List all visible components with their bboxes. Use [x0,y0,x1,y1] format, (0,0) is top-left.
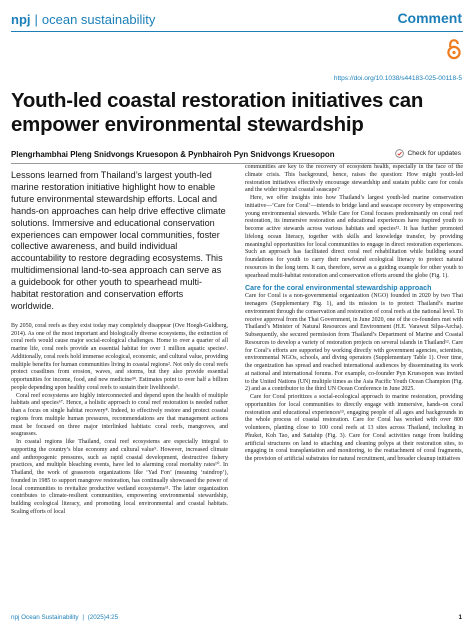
journal-name [11,12,155,27]
footer-citation [11,614,118,621]
article-type: Comment [397,10,462,26]
journal-separator: | [34,12,38,27]
left-column [11,170,228,517]
journal-npj: npj [11,12,31,27]
check-updates-icon [395,149,404,158]
right-column [245,164,463,464]
body-paragraph: In coastal regions like Thailand, coral reef ecosystems are especially integral to supporting the country’s blue economy and cultural value⁹. However, increased climate and anthropogenic pressures, such as rapid coastal development, destructive fishery practices, and multiple bleaching events, have led to alarming coral mortality rates¹⁰. In Thailand, the work of grassroots organizations like ‘Yad Fon’ (meaning ‘raindrop’), founded in 1985 to support mangrove restoration, has continually showcased the power of local communities to revitalize productive wetland ecosystems¹¹. The latter organization contributes to climate-resilient communities, empowering environmental stewardship, building ecological literacy, and promoting local environmental and coastal habitats. Scaling efforts of local [11,439,228,515]
author-list[interactable]: Plengrhambhai Pleng Snidvongs Kruesopon & Pynbhairoh Pyn Snidvongs Kruesopon [11,150,335,159]
doi-link[interactable]: https://doi.org/10.1038/s44183-025-00118-5 [333,75,462,82]
header-divider [11,31,463,32]
body-paragraph: By 2050, coral reefs as they exist today may completely disappear (Ove Hoegh-Guldberg, 2014). As one of the most important and biologically diverse ecosystems, the extinction of coral reefs would cause major social-ecological challenges. Home to over a quarter of all marine life, coral reefs provide an essential habitat for over 1 million aquatic species¹. Additionally, coral reefs hold immense ecological, economic, and cultural value, providing multiple benefits for human communities living in coastal regions². Not only do coral reefs protect coastlines from erosion, waves, and storms, but they also provide essential opportunities for income, food, and new medicine³⁴. Estimates point to over half a billion people depending upon healthy coral reefs to sustain their livelihoods⁵. [11,322,228,391]
abstract: Lessons learned from Thailand’s largest youth-led marine restoration initiative highlight how to enable future environmental stewardship efforts. Local and hands-on approaches can help drive effective climate solutions. Immersive and educational conservation experiences can empower local communities, foster collective awareness, and build individual accountability to restore degrading ecosystems. This multidimensional land-to-sea approach can serve as a guidebook for other youth to spearhead multi-habitat restoration and conservation efforts worldwide. [11,170,226,311]
body-paragraph: Care for Coral is a non-governmental organization (NGO) founded in 2020 by two Thai teenagers (Supplementary Fig. 1), and its mission is to protect Thailand’s marine environment through the conservation and restoration of coral reefs at the national level. To receive approval from the Thai Government, in June 2020, one of the co-founders met with Thailand’s Minister of Natural Resources and Environment (H.E. Varawut Silpa-Archa). Subsequently, she secured permission from Thailand’s Department of Marine and Coastal Resources to develop a variety of restoration projects on several islands in Thailand¹². Care for Coral’s efforts are supported by working directly with government agencies, scientists, environmental NGOs, schools, and diving operators (Supplementary Table 1). Over time, the organization has spread and reached international audiences by disseminating its work at national and international forums. For example, co-founder Pyn Kruesopon was invited to the United Nations (UN) multiple times as the Asia Pacific Youth Ocean Champion (Fig. 2) and as a contributor to the third UN Ocean Conference in June 2025. [245,293,463,393]
right-body-text [245,164,463,280]
page-footer [11,614,462,621]
body-paragraph: communities are key to the recovery of ecosystem health, especially in the face of the climate crisis. This background, hence, raises the question: How might youth-led restoration initiatives effectively encourage stewardship and sustain public care for corals and the wider tropical coastal seascape? [245,164,463,194]
section-heading: Care for the coral environmental stewardship approach [245,284,432,293]
left-body-text [11,323,228,517]
body-paragraph: Care for Coral prioritizes a social-ecological approach to marine restoration, providing opportunities for local communities to directly engage with immersive, hands-on coral restoration and educational experiences¹³, engaging people of all ages and backgrounds in the whole process of coastal restoration. Care for Coral has worked with over 800 volunteers, planting close to 100 coral reefs at 13 sites across Thailand, including in Phuket, Koh Tao, and Sattahip (Fig. 3). Care for Coral activities range from building artificial structures on land to attaching and cleaning polyps at their restoration sites, to engaging in coral transplantation and monitoring, to the reattachment of coral fragments, the provision of artificial substrates for natural recruitment, and broader cleanup initiatives [245,394,463,462]
check-updates-label: Check for updates [407,150,461,157]
section-body-text [245,293,463,464]
open-access-lock-icon[interactable] [447,38,461,60]
page-number: 1 [458,614,462,621]
body-paragraph: Here, we offer insights into how Thailand’s largest youth-led marine conservation initiative—‘Care for Coral’—intends to bridge land and seascape recovery by empowering young environmental stewards. While Care for Coral focuses predominantly on coral reef restoration, its immersive restoration and educational experiences have inspired youth to become active stewards across various habitats and species¹². It has further promoted lifelong ocean literacy, together with skills and knowledge transfer, by providing meaningful opportunities for local communities to engage in direct restoration experiences. Such an approach has facilitated direct coral reef rehabilitation while building sound foundations for youth to carry their newfound ecological literacy to protect natural resources in the long term. It can, therefore, serve as a guiding example for other youth to spearhead multi-habitat restoration and conservation efforts around the globe (Fig. 1). [245,195,463,279]
check-for-updates-button[interactable] [395,149,461,158]
footer-journal: npj Ocean Sustainability [11,614,79,621]
body-paragraph: Coral reef ecosystems are highly interconnected and depend upon the health of multiple habitats and species⁶⁷. Hence, a holistic approach to coral reef restoration is needed rather than a focus on single habitat recovery⁸. Indeed, to effectively restore and protect coastal regions from multiple human pressures, recommendations are that management actions must be focused on three major interlinked habitats: coral reefs, mangroves, and seagrasses. [11,392,228,438]
article-title: Youth-led coastal restoration initiatives can empower environmental stewardship [11,90,424,136]
footer-volume: (2025)4:25 [87,614,119,621]
journal-title: ocean sustainability [41,12,156,27]
footer-separator: | [82,614,84,621]
